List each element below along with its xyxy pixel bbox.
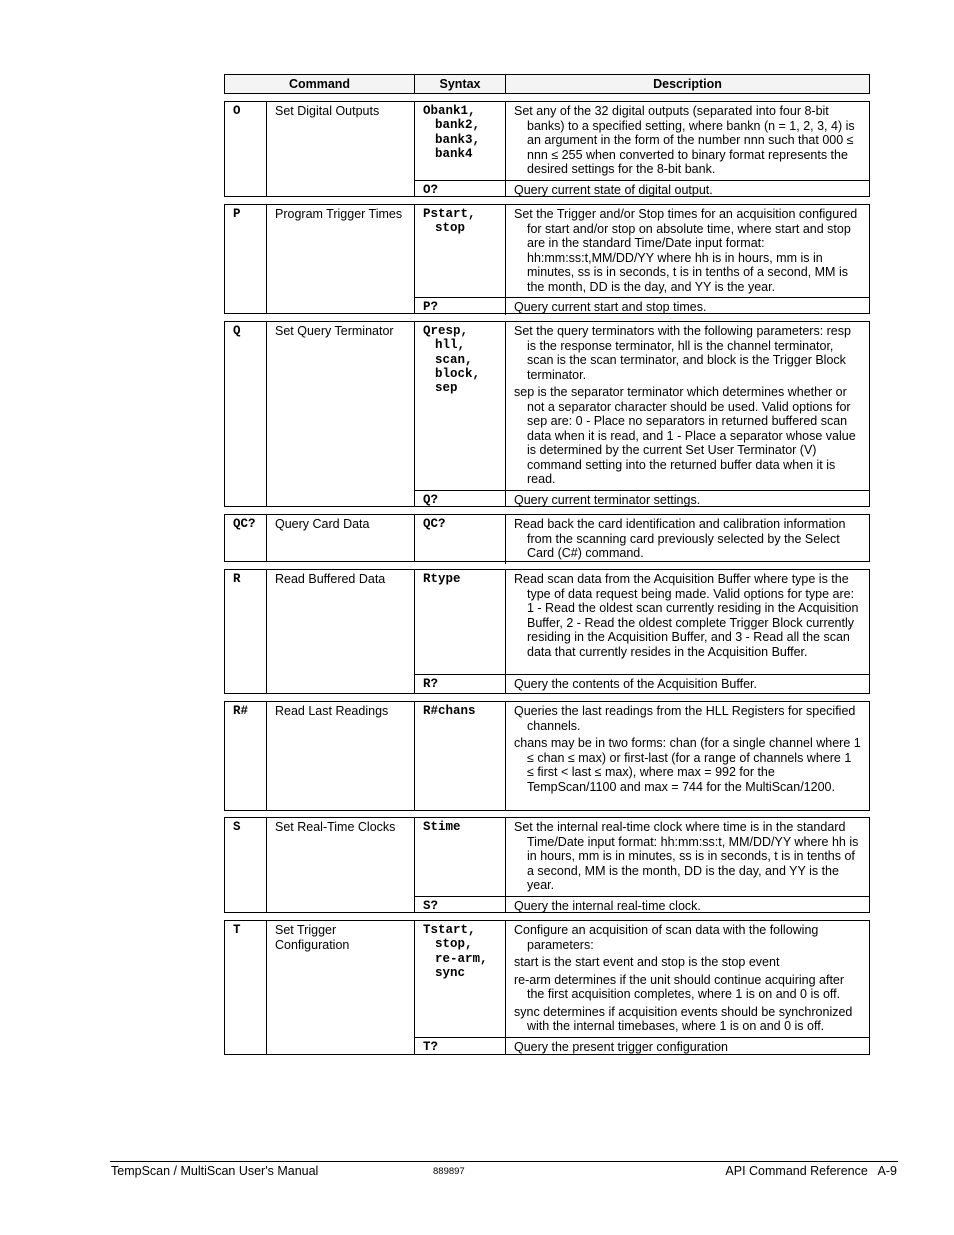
syntax-line: R#chans [423, 704, 476, 718]
syntax-line: stop, [435, 937, 473, 952]
syntax-line: block, [435, 366, 481, 381]
command-code: R# [225, 702, 267, 810]
command-block-p [224, 204, 870, 314]
description-paragraph: sep is the separator terminator which determines whether or not a separator character should be used. Valid options for sep are: 0 - Place no separators in returned buffered scan data when it is read, and 1 - Place a separator whose value is determined by the current Set User Terminator (V) command setting into the returned buffer data when it is read. [514, 385, 856, 486]
command-description [506, 921, 869, 1037]
query-syntax: R? [415, 675, 506, 693]
command-name: Read Buffered Data [267, 570, 415, 693]
command-description [506, 818, 869, 896]
command-block-r [224, 569, 870, 694]
command-syntax [415, 818, 506, 896]
query-syntax: Q? [415, 491, 506, 508]
query-description: Query current terminator settings. [514, 492, 701, 507]
syntax-line: Obank1, [423, 104, 476, 118]
command-name: Set Real-Time Clocks [267, 818, 415, 912]
command-block-q [224, 321, 870, 507]
command-description [506, 515, 869, 564]
command-syntax [415, 205, 506, 297]
syntax-line: bank4 [435, 146, 473, 161]
syntax-line: sync [435, 965, 466, 980]
syntax-line: Stime [423, 820, 461, 834]
header-description: Description [653, 77, 722, 91]
footer-rule [110, 1161, 898, 1162]
syntax-line: Rtype [423, 572, 461, 586]
description-paragraph: re-arm determines if the unit should continue acquiring after the first acquisition completes, where 1 is on and 0 is off. [514, 972, 845, 1001]
query-description: Query the contents of the Acquisition Buffer. [514, 677, 757, 691]
command-syntax [415, 102, 506, 180]
syntax-line: hll, [435, 338, 466, 353]
command-block-t [224, 920, 870, 1055]
description-paragraph: Read scan data from the Acquisition Buffer where type is the type of data request being made. Valid options for type are: 1 - Read the oldest scan currently residing in the Acquisition Buffer, 2 - Read the oldest complete Trigger Block currently residing in the Acquisition Buffer, and 3 - Read all the scan data that currently resides in the Acquisition Buffer. [514, 572, 859, 659]
syntax-line: QC? [423, 517, 446, 531]
syntax-line: bank2, [435, 118, 481, 133]
query-description: Query the internal real-time clock. [514, 898, 701, 913]
command-code: O [225, 102, 267, 196]
query-syntax: S? [415, 897, 506, 914]
command-description [506, 205, 869, 297]
query-description: Query the present trigger configuration [514, 1039, 729, 1054]
command-name: Set Digital Outputs [267, 102, 415, 196]
query-syntax: O? [415, 181, 506, 198]
description-paragraph: chans may be in two forms: chan (for a single channel where 1 ≤ chan ≤ max) or first-last (for a range of channels where 1 ≤ first < last ≤ max), where max = 992 for the TempScan/1100 and max = 744 for the MultiScan/1200. [514, 736, 861, 794]
command-description [506, 570, 869, 674]
command-description [506, 102, 869, 180]
description-paragraph: Read back the card identification and calibration information from the scanning card previously selected by the Select Card (C#) command. [514, 517, 846, 560]
header-command: Command [225, 75, 415, 93]
command-name: Set Query Terminator [267, 322, 415, 506]
command-code: T [225, 921, 267, 1054]
description-paragraph: Configure an acquisition of scan data with the following parameters: [514, 923, 819, 952]
command-code: Q [225, 322, 267, 506]
table-header [224, 74, 870, 94]
query-syntax: T? [415, 1038, 506, 1055]
command-name: Read Last Readings [267, 702, 415, 810]
command-description [506, 322, 869, 490]
header-syntax: Syntax [415, 75, 506, 93]
footer-section-page: API Command Reference A-9 [725, 1164, 897, 1178]
command-block-qc [224, 514, 870, 562]
command-description [506, 702, 869, 810]
description-paragraph: Queries the last readings from the HLL Registers for specified channels. [514, 704, 856, 733]
description-paragraph: Set any of the 32 digital outputs (separated into four 8-bit banks) to a specified setting, where bankn (n = 1, 2, 3, 4) is an argument in the form of the number nnn such that 000 ≤ nnn ≤ 255 when converted to binary format represents the desired settings for the 8-bit bank. [514, 104, 855, 176]
command-syntax [415, 322, 506, 490]
syntax-line: Pstart, [423, 207, 476, 221]
command-code: S [225, 818, 267, 912]
command-name: Set Trigger Configuration [267, 921, 415, 1054]
syntax-line: sep [435, 381, 458, 396]
command-code: QC? [225, 515, 267, 561]
command-code: P [225, 205, 267, 313]
command-name: Program Trigger Times [267, 205, 415, 313]
command-block-o [224, 101, 870, 197]
description-paragraph: Set the internal real-time clock where time is in the standard Time/Date input format: hh:mm:ss:t, MM/DD/YY where hh is in hours, mm is in minutes, ss is in seconds, t is in tenths of a second, MM is the month, DD is the day, and YY is the year. [514, 820, 859, 892]
description-paragraph: Set the query terminators with the following parameters: resp is the response terminator, hll is the channel terminator, scan is the scan terminator, and block is the Trigger Block terminator. [514, 324, 851, 382]
query-description: Query current start and stop times. [514, 300, 707, 314]
query-syntax: P? [415, 298, 506, 315]
description-paragraph: Set the Trigger and/or Stop times for an acquisition configured for start and/or stop on absolute time, where start and stop are in the standard Time/Date input format: hh:mm:ss:t,MM/DD/YY where hh is in hours, mm is in minutes, ss is in seconds, t is in tenths of a second, MM is the month, DD is the day, and YY is the year. [514, 207, 858, 294]
command-block-s [224, 817, 870, 913]
command-syntax [415, 515, 506, 564]
command-syntax [415, 921, 506, 1037]
command-code: R [225, 570, 267, 693]
description-paragraph: start is the start event and stop is the stop event [514, 955, 780, 969]
footer-manual-title: TempScan / MultiScan User's Manual [111, 1164, 319, 1178]
syntax-line: re-arm, [435, 951, 488, 966]
syntax-line: bank3, [435, 132, 481, 147]
command-name: Query Card Data [267, 515, 415, 561]
command-syntax [415, 702, 506, 810]
syntax-line: Qresp, [423, 324, 469, 338]
syntax-line: stop [435, 221, 466, 236]
footer-part-number: 889897 [433, 1166, 465, 1177]
description-paragraph: sync determines if acquisition events should be synchronized with the internal timebases, where 1 is on and 0 is off. [514, 1004, 853, 1033]
query-description: Query current state of digital output. [514, 182, 713, 197]
command-block-r-hash [224, 701, 870, 811]
syntax-line: scan, [435, 352, 473, 367]
syntax-line: Tstart, [423, 923, 476, 937]
command-syntax [415, 570, 506, 674]
